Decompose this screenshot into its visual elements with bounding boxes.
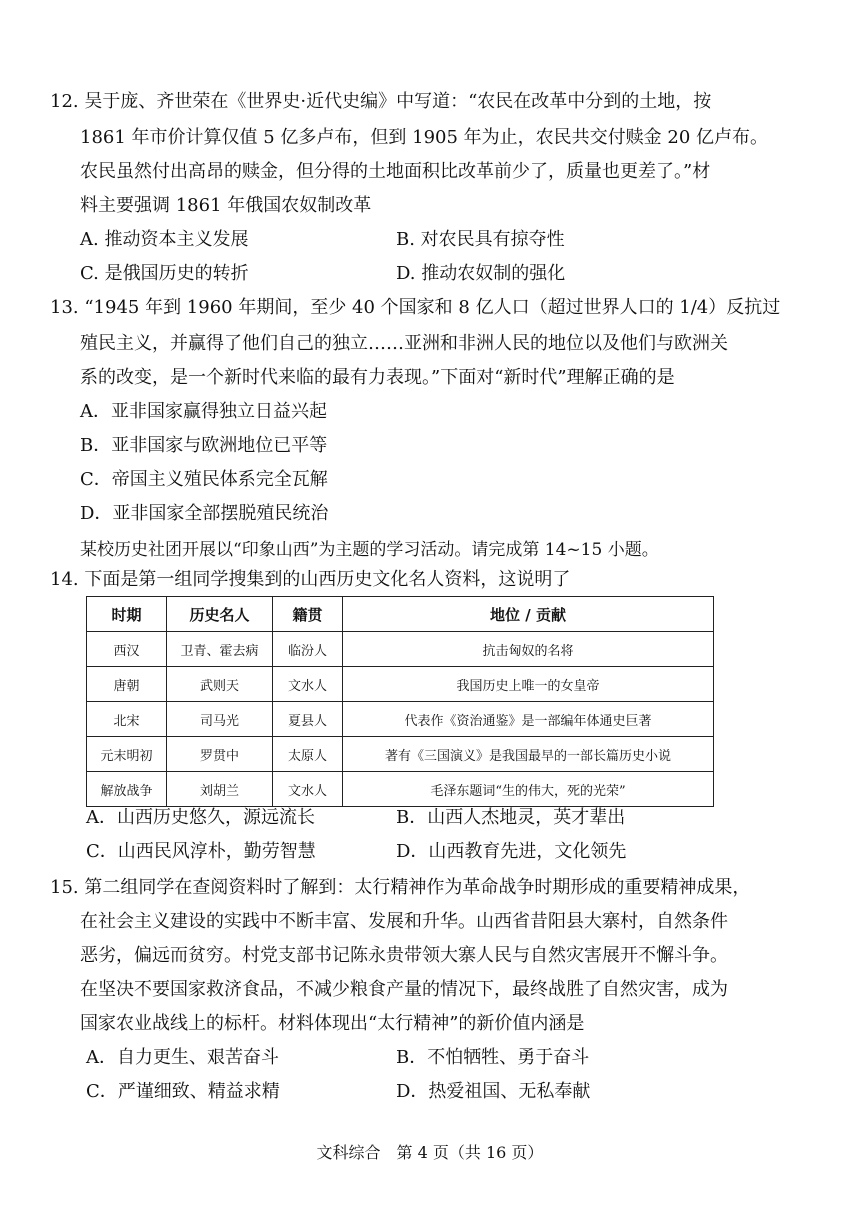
q15-option-c[interactable]: C．严谨细致、精益求精	[86, 1081, 280, 1102]
q14-option-a[interactable]: A．山西历史悠久，源远流长	[86, 807, 315, 828]
q13-option-c[interactable]: C．帝国主义殖民体系完全瓦解	[80, 469, 328, 490]
q12-option-d[interactable]: D. 推动农奴制的强化	[396, 263, 566, 284]
table-cell: 著有《三国演义》是我国最早的一部长篇历史小说	[343, 737, 714, 772]
q12-stem-line: 12. 吴于庞、齐世荣在《世界史·近代史编》中写道：“农民在改革中分到的土地，按	[50, 91, 712, 112]
table-cell: 司马光	[167, 702, 273, 737]
table-header-cell: 籍贯	[273, 597, 343, 632]
q15-stem-line: 国家农业战线上的标杆。材料体现出“太行精神”的新价值内涵是	[80, 1013, 585, 1034]
table-cell: 我国历史上唯一的女皇帝	[343, 667, 714, 702]
q15-option-b[interactable]: B．不怕牺牲、勇于奋斗	[396, 1047, 590, 1068]
table-cell: 卫青、霍去病	[167, 632, 273, 667]
section-intro: 某校历史社团开展以“印象山西”为主题的学习活动。请完成第 14~15 小题。	[80, 540, 659, 560]
q12-stem-line: 农民虽然付出高昂的赎金，但分得的土地面积比改革前少了，质量也更差了。”材	[80, 161, 711, 182]
table-cell: 解放战争	[87, 772, 167, 807]
q15-stem-line: 15. 第二组同学在查阅资料时了解到：太行精神作为革命战争时期形成的重要精神成果，	[50, 877, 751, 898]
q13-option-a[interactable]: A．亚非国家赢得独立日益兴起	[80, 401, 327, 422]
table-cell: 太原人	[273, 737, 343, 772]
celebrity-table	[86, 596, 714, 807]
table-row	[87, 702, 714, 737]
q12-option-c[interactable]: C. 是俄国历史的转折	[80, 263, 249, 284]
table-cell: 刘胡兰	[167, 772, 273, 807]
q12-stem-line: 1861 年市价计算仅值 5 亿多卢布，但到 1905 年为止，农民共交付赎金 20 亿卢布。	[80, 127, 769, 148]
q13-option-b[interactable]: B．亚非国家与欧洲地位已平等	[80, 435, 328, 456]
q12-option-a[interactable]: A. 推动资本主义发展	[80, 229, 249, 250]
q15-stem-line: 在坚决不要国家救济食品，不减少粮食产量的情况下，最终战胜了自然灾害，成为	[80, 979, 728, 1000]
table-cell: 代表作《资治通鉴》是一部编年体通史巨著	[343, 702, 714, 737]
table-row	[87, 772, 714, 807]
table-cell: 文水人	[273, 667, 343, 702]
q15-option-d[interactable]: D．热爱祖国、无私奉献	[396, 1081, 591, 1102]
q15-stem-line: 恶劣，偏远而贫穷。村党支部书记陈永贵带领大寨人民与自然灾害展开不懈斗争。	[80, 945, 728, 966]
table-cell: 元末明初	[87, 737, 167, 772]
table-cell: 唐朝	[87, 667, 167, 702]
table-header-cell: 地位 / 贡献	[343, 597, 714, 632]
table-row	[87, 667, 714, 702]
table-row	[87, 632, 714, 667]
q14-stem: 14. 下面是第一组同学搜集到的山西历史文化名人资料，这说明了	[50, 569, 571, 590]
page-footer: 文科综合 第 4 页（共 16 页）	[316, 1143, 544, 1162]
q12-option-b[interactable]: B. 对农民具有掠夺性	[396, 229, 565, 250]
table-cell: 罗贯中	[167, 737, 273, 772]
q14-option-b[interactable]: B．山西人杰地灵，英才辈出	[396, 807, 626, 828]
table-cell: 文水人	[273, 772, 343, 807]
table-header-cell: 时期	[87, 597, 167, 632]
table-header-row	[87, 597, 714, 632]
table-cell: 临汾人	[273, 632, 343, 667]
table-cell: 武则天	[167, 667, 273, 702]
table-cell: 西汉	[87, 632, 167, 667]
table-cell: 毛泽东题词“生的伟大，死的光荣”	[343, 772, 714, 807]
table-cell: 北宋	[87, 702, 167, 737]
table-row	[87, 737, 714, 772]
table-cell: 抗击匈奴的名将	[343, 632, 714, 667]
q13-stem-line: 13. “1945 年到 1960 年期间，至少 40 个国家和 8 亿人口（超过世界人口的 1/4）反抗过	[50, 297, 781, 318]
table-header-cell: 历史名人	[167, 597, 273, 632]
q14-option-c[interactable]: C．山西民风淳朴，勤劳智慧	[86, 841, 316, 862]
q15-option-a[interactable]: A．自力更生、艰苦奋斗	[86, 1047, 279, 1068]
q13-stem-line: 系的改变，是一个新时代来临的最有力表现。”下面对“新时代”理解正确的是	[80, 367, 675, 388]
q12-stem-line: 料主要强调 1861 年俄国农奴制改革	[80, 195, 372, 216]
q13-stem-line: 殖民主义，并赢得了他们自己的独立……亚洲和非洲人民的地位以及他们与欧洲关	[80, 333, 728, 354]
q13-option-d[interactable]: D．亚非国家全部摆脱殖民统治	[80, 503, 329, 524]
q15-stem-line: 在社会主义建设的实践中不断丰富、发展和升华。山西省昔阳县大寨村，自然条件	[80, 911, 728, 932]
q14-option-d[interactable]: D．山西教育先进，文化领先	[396, 841, 627, 862]
table-cell: 夏县人	[273, 702, 343, 737]
